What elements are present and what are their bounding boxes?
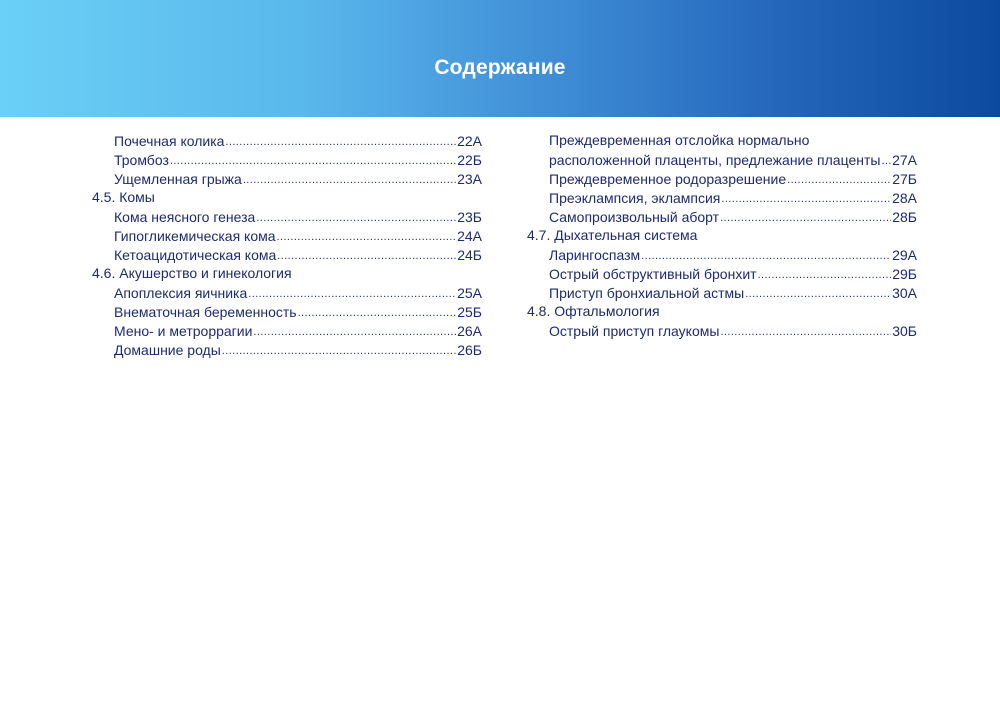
toc-section-heading	[92, 265, 482, 284]
toc-entry-label: Гипогликемическая кома	[114, 228, 276, 244]
dot-leader	[243, 170, 456, 184]
dot-leader	[745, 284, 891, 298]
toc-page-number: 22Б	[457, 152, 482, 168]
toc-entry[interactable]	[92, 151, 482, 170]
toc-page-number: 26Б	[457, 342, 482, 358]
toc-entry[interactable]	[92, 170, 482, 189]
toc-entry-label: Внематочная беременность	[114, 304, 297, 320]
toc-page-number: 29А	[892, 247, 917, 263]
toc-entry[interactable]	[527, 189, 917, 208]
toc-entry[interactable]	[92, 303, 482, 322]
toc-entry-label: Ущемленная грыжа	[114, 171, 242, 187]
toc-page-number: 24А	[457, 228, 482, 244]
toc-entry[interactable]	[92, 284, 482, 303]
toc-entry-label: Самопроизвольный аборт	[549, 209, 720, 225]
toc-entry-label: Кома неясного генеза	[114, 209, 256, 225]
toc-entry-label: расположенной плаценты, предлежание плаценты	[549, 152, 881, 168]
dot-leader	[758, 265, 892, 279]
toc-entry[interactable]	[92, 246, 482, 265]
dot-leader	[248, 284, 456, 298]
toc-page-number: 30А	[892, 285, 917, 301]
toc-entry-label: 4.6. Акушерство и гинекология	[92, 265, 292, 281]
dot-leader	[170, 151, 456, 165]
toc-entry[interactable]	[92, 132, 482, 151]
toc-page-number: 28Б	[892, 209, 917, 225]
toc-entry-label: Преэклампсия, эклампсия	[549, 190, 721, 206]
toc-entry-label: Кетоацидотическая кома	[114, 247, 277, 263]
toc-entry-label: Острый обструктивный бронхит	[549, 266, 757, 282]
dot-leader	[787, 170, 891, 184]
toc-entry-label: Острый приступ глаукомы	[549, 323, 720, 339]
toc-page-number: 27Б	[892, 171, 917, 187]
toc-page-number: 25Б	[457, 304, 482, 320]
toc-page-number: 29Б	[892, 266, 917, 282]
toc-entry[interactable]	[527, 284, 917, 303]
toc-section-heading	[527, 303, 917, 322]
toc-entry[interactable]	[92, 341, 482, 360]
toc-column-left	[92, 132, 482, 360]
dot-leader	[721, 189, 891, 203]
toc-entry-label: Преждевременная отслойка нормально	[549, 132, 810, 148]
toc-entry[interactable]	[527, 246, 917, 265]
toc-entry[interactable]	[527, 322, 917, 341]
toc-page-number: 23А	[457, 171, 482, 187]
toc-entry-label: Тромбоз	[114, 152, 169, 168]
toc-page-number: 28А	[892, 190, 917, 206]
toc-page-number: 26А	[457, 323, 482, 339]
dot-leader	[256, 208, 456, 222]
dot-leader	[222, 341, 456, 355]
toc-page-number: 30Б	[892, 323, 917, 339]
toc-entry[interactable]	[527, 151, 917, 170]
toc-entry-label: Домашние роды	[114, 342, 221, 358]
toc-entry-label: Почечная колика	[114, 133, 225, 149]
toc-page-number: 27А	[892, 152, 917, 168]
dot-leader	[720, 208, 891, 222]
page-title: Содержание	[434, 56, 566, 79]
toc-entry[interactable]	[527, 132, 917, 151]
dot-leader	[881, 151, 891, 165]
toc-page-number: 23Б	[457, 209, 482, 225]
toc-section-heading	[92, 189, 482, 208]
toc-section-heading	[527, 227, 917, 246]
dot-leader	[720, 322, 891, 336]
dot-leader	[277, 246, 456, 260]
dot-leader	[277, 227, 457, 241]
toc-page-number: 24Б	[457, 247, 482, 263]
toc-entry[interactable]	[527, 170, 917, 189]
toc-entry[interactable]	[92, 227, 482, 246]
toc-page-number: 22А	[457, 133, 482, 149]
toc-entry-label: Ларингоспазм	[549, 247, 641, 263]
toc-column-right	[527, 132, 917, 341]
toc-entry-label: 4.5. Комы	[92, 189, 155, 205]
toc-entry[interactable]	[527, 208, 917, 227]
header-banner	[0, 0, 1000, 117]
dot-leader	[253, 322, 456, 336]
toc-page-number: 25А	[457, 285, 482, 301]
toc-entry-label: Мено- и метроррагии	[114, 323, 253, 339]
toc-entry-label: Приступ бронхиальной астмы	[549, 285, 745, 301]
dot-leader	[641, 246, 891, 260]
toc-entry[interactable]	[92, 322, 482, 341]
toc-entry-label: 4.8. Офтальмология	[527, 303, 660, 319]
toc-entry[interactable]	[92, 208, 482, 227]
toc-entry-label: 4.7. Дыхательная система	[527, 227, 698, 243]
dot-leader	[225, 132, 456, 146]
dot-leader	[298, 303, 457, 317]
toc-entry[interactable]	[527, 265, 917, 284]
toc-entry-label: Преждевременное родоразрешение	[549, 171, 787, 187]
toc-entry-label: Апоплексия яичника	[114, 285, 248, 301]
